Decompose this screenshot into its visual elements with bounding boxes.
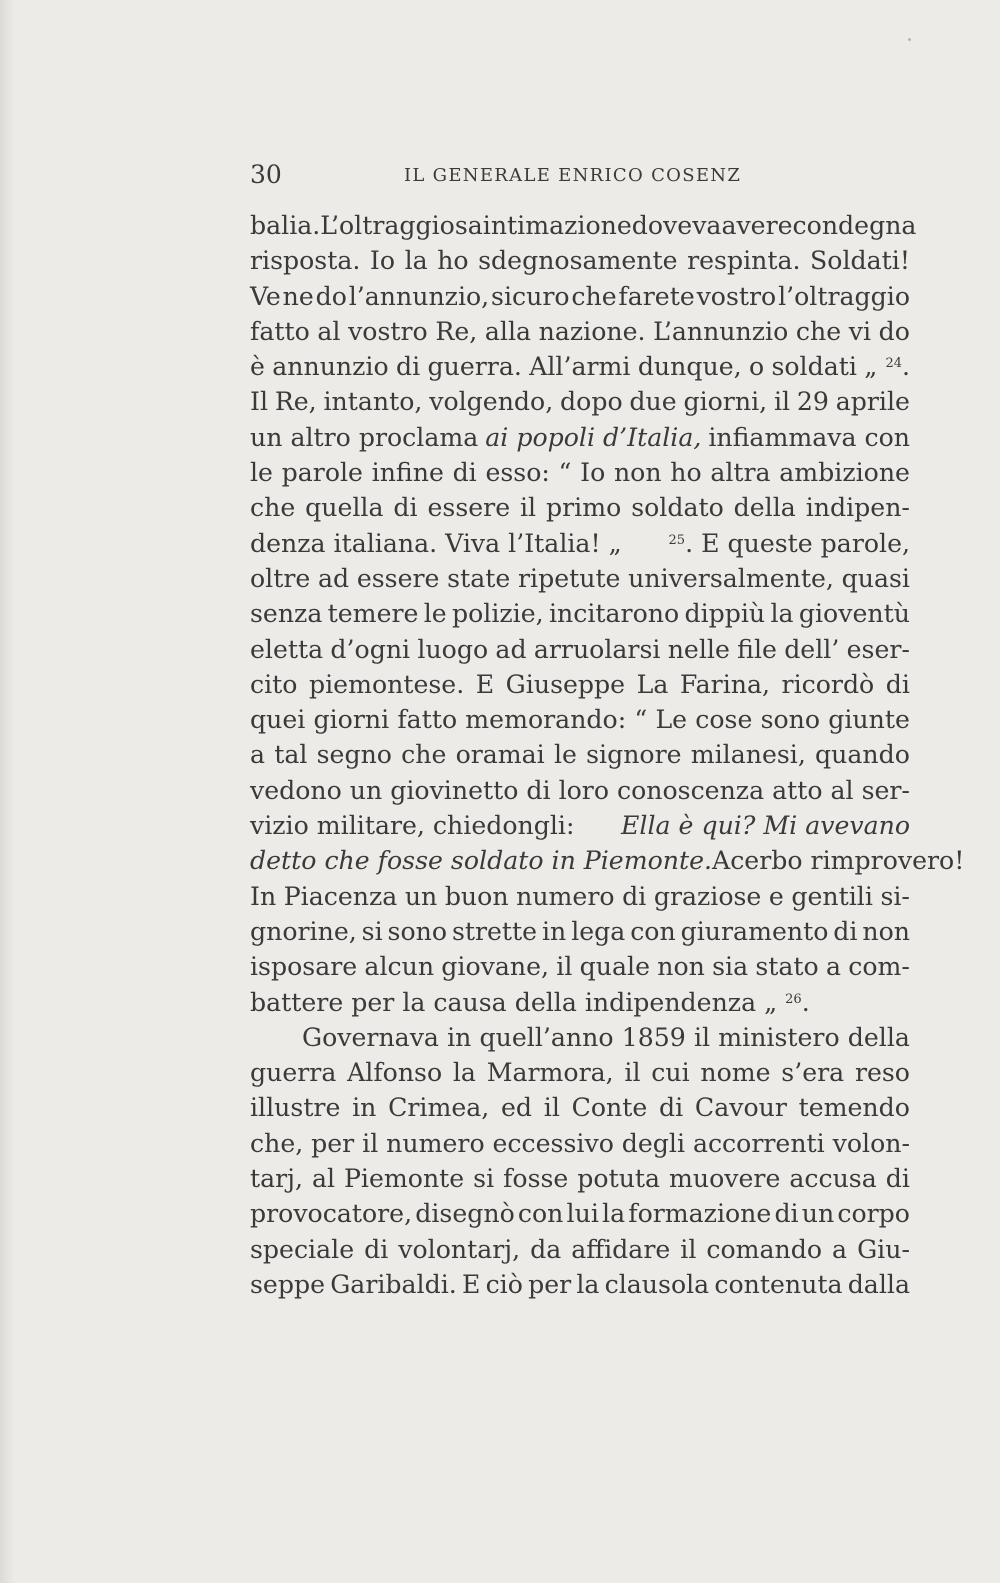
word: s’era [781, 1058, 845, 1088]
word: provocatore, [250, 1199, 413, 1229]
word: ad [495, 634, 527, 664]
body-text [250, 208, 965, 1302]
word: eccessivo [492, 1128, 614, 1158]
word: ad [318, 563, 350, 593]
word: di [885, 669, 910, 699]
text-line [250, 1020, 910, 1055]
word: lega [571, 916, 626, 946]
word: ser- [861, 775, 910, 805]
word: ho [670, 458, 702, 488]
word: al [830, 775, 854, 805]
word: gnorine, [250, 916, 357, 946]
word: dunque, [637, 352, 742, 382]
text-line [250, 490, 910, 525]
word: primo [546, 493, 622, 523]
text-segment: infiammava con [708, 422, 910, 452]
word: si [473, 1164, 495, 1194]
word: stato [755, 952, 819, 982]
word: indipen- [805, 493, 910, 523]
word: segno [316, 740, 392, 770]
word: e [768, 881, 784, 911]
word: guerra [250, 1058, 337, 1088]
word: giorni, [683, 387, 768, 417]
word: di [622, 881, 647, 911]
word: Re, [435, 316, 478, 346]
word: al [317, 316, 341, 346]
word: guerra. [427, 352, 522, 382]
word: degli [621, 1128, 686, 1158]
word: altra [710, 458, 771, 488]
word: alla [484, 316, 532, 346]
word: ripetute [517, 563, 621, 593]
word: fosse [503, 1164, 569, 1194]
word: in [542, 916, 567, 946]
word: di [885, 1164, 910, 1194]
word: dell’ [784, 634, 840, 664]
word: Piacenza [283, 881, 398, 911]
word: annunzio [272, 352, 389, 382]
word: il [680, 1234, 697, 1264]
word: che [571, 281, 617, 311]
text-line-words [250, 349, 877, 384]
word: le [553, 740, 577, 770]
word: il [556, 952, 573, 982]
word: da [530, 1234, 562, 1264]
word: il [624, 1058, 641, 1088]
word: si- [880, 881, 910, 911]
word: contenuta [714, 1269, 843, 1299]
word: Io [369, 246, 396, 276]
word: quando [815, 740, 910, 770]
text-line [250, 985, 910, 1020]
word: parole [281, 458, 363, 488]
word: gentili [791, 881, 873, 911]
page-header [250, 160, 910, 194]
word: 29 [796, 387, 829, 417]
period: . [801, 987, 810, 1017]
word: clausola [604, 1269, 710, 1299]
text-line [250, 914, 910, 949]
word: potuta [577, 1164, 661, 1194]
word: reso [854, 1058, 910, 1088]
word: nome [700, 1058, 771, 1088]
word: sia [712, 952, 749, 982]
word: d’ogni [330, 634, 411, 664]
word: com- [848, 952, 910, 982]
word: la [770, 599, 794, 629]
word: sdegnosamente [478, 246, 678, 276]
word: al [311, 1164, 336, 1194]
word: vedono [250, 775, 342, 805]
text-line [250, 208, 917, 243]
word: corpo [837, 1199, 910, 1229]
word: Il [250, 387, 269, 417]
word: che, [250, 1128, 304, 1158]
text-line [250, 596, 910, 631]
text-line [250, 1090, 910, 1125]
word: temendo [798, 1093, 910, 1123]
footnote-ref: 24 [885, 356, 902, 372]
word: dopo [560, 387, 623, 417]
word: l’oltraggio [778, 281, 910, 311]
word: in [447, 1022, 472, 1052]
word: non [657, 952, 705, 982]
word: In [250, 881, 277, 911]
word: con [517, 1199, 564, 1229]
word: atto [772, 775, 823, 805]
word: cui [651, 1058, 690, 1088]
word: E [462, 1269, 481, 1299]
word: non [613, 458, 662, 488]
word: è [250, 352, 265, 382]
word: milanesi, [690, 740, 806, 770]
page-number: 30 [250, 160, 282, 189]
word: Crimea, [388, 1093, 490, 1123]
word: numero [516, 881, 615, 911]
text-line [250, 737, 910, 772]
word: strette [451, 916, 538, 946]
word: L’annunzio [653, 316, 789, 346]
footnote-ref-24-wrap [885, 349, 910, 384]
word: cose [695, 705, 753, 735]
word: isposare [250, 952, 358, 982]
word: intanto, [323, 387, 423, 417]
word: intimazione [482, 211, 632, 240]
word: la [452, 1058, 476, 1088]
word: ne [282, 281, 314, 311]
word: piemontese. [308, 669, 465, 699]
footnote-ref: 26 [785, 991, 802, 1007]
word: ciò [485, 1269, 523, 1299]
word: giuramento [680, 916, 829, 946]
word: ed [501, 1093, 533, 1123]
word: Io [580, 458, 606, 488]
text-line [250, 1232, 910, 1267]
word: quella [305, 493, 384, 523]
word: che [250, 493, 296, 523]
running-head: IL GENERALE ENRICO COSENZ [404, 165, 742, 186]
word: un [349, 775, 383, 805]
word: vostro [348, 316, 428, 346]
word: la [602, 1199, 626, 1229]
word: fatto [250, 316, 310, 346]
word: giovane, [441, 952, 550, 982]
word: Soldati! [810, 246, 910, 276]
word: speciale [250, 1234, 355, 1264]
word: Giuseppe [505, 669, 626, 699]
page-gutter-shadow [0, 0, 14, 1583]
word: accorrenti [692, 1128, 825, 1158]
word: di [833, 916, 858, 946]
word: di [526, 775, 551, 805]
word: la [404, 246, 428, 276]
word: state [447, 563, 511, 593]
text-segment: battere per la causa della indipendenza „ [250, 987, 778, 1017]
word: giunte [828, 705, 910, 735]
text-line [250, 702, 910, 737]
word: Re, [274, 387, 317, 417]
word: fatto [397, 705, 458, 735]
word: un [801, 1199, 835, 1229]
word: eletta [250, 634, 324, 664]
text-line [250, 879, 910, 914]
word: balia. [250, 211, 321, 240]
word: a [250, 740, 266, 770]
text-line [250, 349, 910, 384]
word: “ [634, 705, 648, 735]
word: volon- [832, 1128, 910, 1158]
text-line [250, 1126, 910, 1161]
word: per [311, 1128, 355, 1158]
italic-quote: Ella è qui? Mi avevano [621, 811, 910, 841]
word: soldati [771, 352, 857, 382]
word: sicuro [491, 281, 570, 311]
text-line [250, 561, 910, 596]
word: luogo [417, 634, 489, 664]
text-line [250, 843, 965, 878]
text-line [250, 773, 910, 808]
word: file [737, 634, 777, 664]
word: ho [437, 246, 469, 276]
word: signore [586, 740, 682, 770]
word: lui [566, 1199, 599, 1229]
text-line [250, 667, 910, 702]
word: ministero [718, 1022, 840, 1052]
word: do [315, 281, 347, 311]
word: giovinetto [390, 775, 519, 805]
word: memorando: [465, 705, 627, 735]
word: incitarono [548, 599, 680, 629]
word: Ve [250, 281, 281, 311]
word: quei [250, 705, 306, 735]
word: giorni [313, 705, 390, 735]
word: farete [618, 281, 695, 311]
word: Conte [571, 1093, 648, 1123]
text-segment: un altro proclama [250, 422, 479, 452]
word: Garibaldi. [330, 1269, 457, 1299]
word: universalmente, [628, 563, 834, 593]
word: un [404, 881, 438, 911]
word: muovere [669, 1164, 781, 1194]
text-line [250, 632, 910, 667]
word: oramai [455, 740, 545, 770]
word: di [659, 1093, 684, 1123]
word: essere [356, 563, 440, 593]
word: dalla [847, 1269, 910, 1299]
period: . [901, 352, 910, 382]
text-line [250, 243, 910, 278]
word: a [832, 1234, 848, 1264]
text-segment: vizio militare, chiedongli: [250, 811, 575, 841]
word: Farina, [679, 669, 770, 699]
text-segment: . E queste parole, [685, 528, 910, 558]
word: le [250, 458, 273, 488]
text-line [250, 1161, 910, 1196]
word: quasi [841, 563, 910, 593]
word: di [452, 458, 477, 488]
word: tarj, [250, 1164, 303, 1194]
word: soldato [631, 493, 724, 523]
word: E [475, 669, 495, 699]
word: Piemonte [343, 1164, 465, 1194]
word: nazione. [538, 316, 646, 346]
word: La [636, 669, 669, 699]
text-line [250, 949, 910, 984]
word: le [423, 599, 447, 629]
word: doveva [631, 211, 722, 240]
word: eser- [846, 634, 910, 664]
word: ricordò [781, 669, 875, 699]
word: il [362, 1128, 379, 1158]
word: alcun [364, 952, 435, 982]
word: volgendo, [429, 387, 554, 417]
footnote-ref: 25 [668, 532, 686, 548]
word: seppe [250, 1269, 325, 1299]
word: tal [274, 740, 308, 770]
word: sono [387, 916, 448, 946]
word: il [520, 493, 537, 523]
word: respinta. [687, 246, 801, 276]
word: a [825, 952, 841, 982]
word: di [774, 1199, 799, 1229]
word: risposta. [250, 246, 361, 276]
word: l’annunzio, [348, 281, 490, 311]
word: formazione [628, 1199, 772, 1229]
word: volontarj, [398, 1234, 521, 1264]
word: due [629, 387, 677, 417]
word: Marmora, [486, 1058, 614, 1088]
text-line [250, 1055, 910, 1090]
word: conoscenza [616, 775, 765, 805]
word: il [693, 1022, 711, 1052]
word: in [352, 1093, 377, 1123]
word: che [795, 316, 842, 346]
word: di [395, 352, 421, 382]
word: numero [386, 1128, 485, 1158]
word: il [773, 387, 791, 417]
word: Giu- [857, 1234, 910, 1264]
word: buon [444, 881, 509, 911]
word: comando [706, 1234, 823, 1264]
word: Alfonso [347, 1058, 443, 1088]
word: „ [864, 352, 878, 382]
text-segment: denza italiana. Viva l’Italia! „ [250, 528, 622, 558]
word: quell’anno [479, 1022, 614, 1052]
word: sono [760, 705, 821, 735]
word: o [748, 352, 765, 382]
text-segment: Acerbo rimprovero! [712, 846, 965, 876]
word: senza [250, 599, 323, 629]
word: vi [848, 316, 872, 346]
text-line [250, 455, 910, 490]
word: affidare [571, 1234, 671, 1264]
word: oltre [250, 563, 311, 593]
word: gioventù [798, 599, 910, 629]
word: dippiù [684, 599, 766, 629]
word: che [401, 740, 447, 770]
word: di [393, 493, 418, 523]
word: di [364, 1234, 389, 1264]
text-line [250, 1267, 910, 1302]
word: quale [579, 952, 650, 982]
italic-title: ai popoli d’Italia, [485, 422, 702, 452]
word: Governava [302, 1022, 439, 1052]
word: con [630, 916, 676, 946]
word: esso: [485, 458, 550, 488]
italic-quote: detto che fosse soldato in Piemonte. [250, 846, 713, 876]
word: do [878, 316, 910, 346]
word: accusa [789, 1164, 877, 1194]
text-line [250, 384, 910, 419]
word: la [576, 1269, 600, 1299]
word: per [528, 1269, 572, 1299]
word: vostro [696, 281, 777, 311]
text-line [250, 808, 910, 843]
word: 1859 [621, 1022, 686, 1052]
word: Cavour [694, 1093, 787, 1123]
word: infine [371, 458, 444, 488]
text-line [250, 420, 910, 455]
word: cito [250, 669, 298, 699]
word: Le [655, 705, 688, 735]
word: della [733, 493, 796, 523]
word: ambizione [779, 458, 910, 488]
word: loro [558, 775, 609, 805]
text-line [250, 314, 910, 349]
paper-speck [908, 38, 911, 41]
word: “ [558, 458, 572, 488]
word: disegnò [415, 1199, 515, 1229]
word: si [361, 916, 383, 946]
footnote-ref-26-wrap [785, 985, 810, 1020]
footnote-ref-25-wrap [669, 526, 910, 561]
text-line [250, 1196, 910, 1231]
word: della [847, 1022, 910, 1052]
word: illustre [250, 1093, 341, 1123]
word: non [862, 916, 910, 946]
word: nelle [667, 634, 730, 664]
word: arruolarsi [533, 634, 661, 664]
text-line [250, 526, 910, 561]
word: avere [721, 211, 793, 240]
word: il [543, 1093, 560, 1123]
word: condegna [792, 211, 917, 240]
word: temere [327, 599, 419, 629]
word: aprile [835, 387, 910, 417]
word: essere [427, 493, 511, 523]
word: graziose [653, 881, 762, 911]
word: L’oltraggiosa [320, 211, 483, 240]
word: polizie, [452, 599, 544, 629]
word: All’armi [529, 352, 631, 382]
text-line [250, 279, 910, 314]
